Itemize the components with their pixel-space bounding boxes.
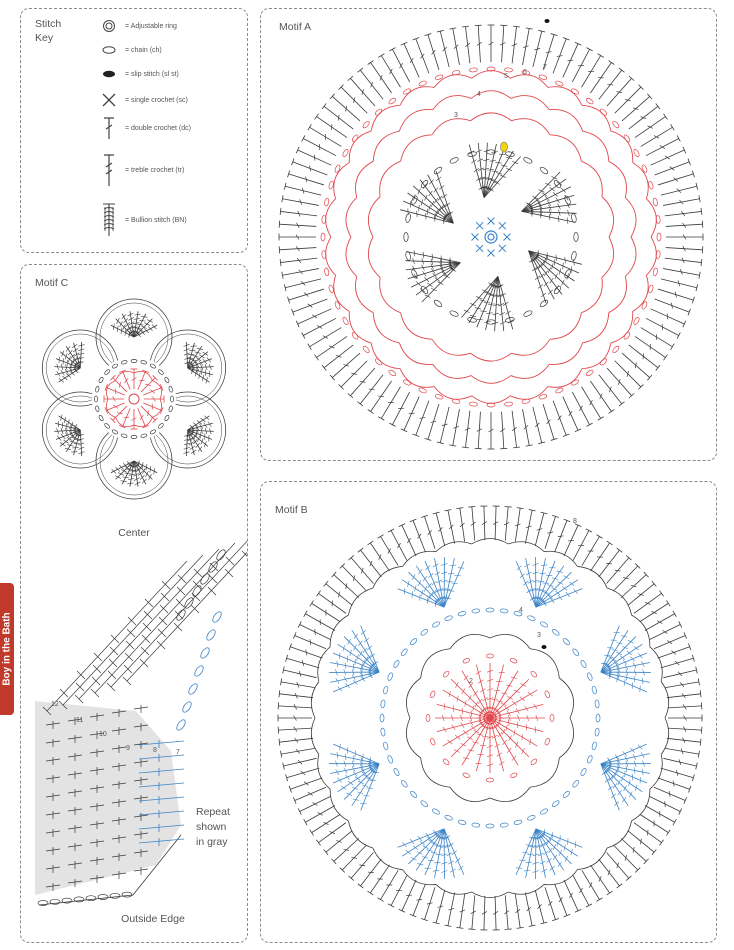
key-label-single-crochet: = single crochet (sc) bbox=[125, 96, 188, 104]
motif-a-title: Motif A bbox=[279, 21, 312, 33]
repeat-note-line2: shown bbox=[196, 821, 227, 833]
motif-a-outer-post-stitches bbox=[279, 25, 703, 449]
round-number: 10 bbox=[99, 731, 107, 738]
motif-c-petal-fan bbox=[183, 416, 213, 456]
key-label-bullion-stitch: = Bullion stitch (BN) bbox=[125, 216, 187, 224]
motif-b-slip-stitch bbox=[542, 645, 547, 649]
motif-a-red-chains bbox=[321, 67, 661, 407]
round-number: 8 bbox=[573, 518, 577, 525]
stitch-key-title-line1: Stitch bbox=[35, 18, 62, 30]
key-row-chain bbox=[99, 39, 162, 61]
double-crochet-icon bbox=[99, 117, 119, 139]
motif-c-edge-diagram bbox=[21, 535, 247, 935]
key-label-treble-crochet: = treble crochet (tr) bbox=[125, 166, 185, 174]
round-number: 4 bbox=[477, 91, 481, 98]
motif-c-center-diagram bbox=[21, 265, 247, 505]
motif-b-red-bullion-spoke bbox=[435, 703, 490, 732]
motif-b-blue-bullion-fan bbox=[398, 829, 464, 879]
treble-crochet-icon bbox=[99, 159, 119, 181]
motif-b-blue-bullion-fan bbox=[516, 557, 582, 607]
motif-c-petal-fan bbox=[111, 460, 157, 486]
motif-b-red-bullion-spoke bbox=[443, 671, 490, 718]
round-number: 3 bbox=[537, 632, 541, 639]
motif-b-panel bbox=[260, 481, 717, 943]
motif-a-red-loops-middle bbox=[346, 91, 636, 384]
book-side-tab-label: Boy in the Bath bbox=[1, 612, 13, 686]
motif-a-center-single-crochet bbox=[476, 245, 483, 252]
stitch-key-title bbox=[35, 17, 61, 45]
motif-a-diagram bbox=[261, 9, 716, 460]
motif-c-repeat-note bbox=[196, 805, 230, 850]
motif-b-blue-bullion-fan bbox=[329, 744, 379, 811]
adjustable-ring-icon bbox=[99, 15, 119, 37]
round-number: 7 bbox=[543, 64, 547, 71]
key-label-adjustable-ring: = Adjustable ring bbox=[125, 22, 177, 30]
motif-a-red-loops-outer bbox=[326, 71, 657, 404]
key-row-double-crochet bbox=[99, 117, 191, 139]
motif-c-petal-fan bbox=[54, 342, 84, 382]
motif-b-diagram bbox=[261, 482, 716, 942]
motif-c-petal-fan bbox=[111, 311, 157, 337]
motif-a-center-single-crochet bbox=[488, 218, 495, 225]
key-label-chain: = chain (ch) bbox=[125, 46, 162, 54]
stitch-key-panel bbox=[20, 8, 248, 253]
single-crochet-icon bbox=[99, 89, 119, 111]
motif-a-bullion-fan bbox=[529, 250, 582, 303]
motif-b-blue-bullion-fan bbox=[601, 744, 651, 810]
motif-c-panel bbox=[20, 264, 248, 943]
round-number: 3 bbox=[454, 112, 458, 119]
key-row-treble-crochet bbox=[99, 159, 184, 181]
motif-a-bullion-fan bbox=[400, 171, 453, 224]
motif-c-petal-fan bbox=[54, 415, 84, 456]
motif-b-red-bullion-spoke bbox=[490, 718, 537, 765]
motif-b-blue-bullion-fan bbox=[398, 557, 465, 607]
motif-b-red-bullion-spoke bbox=[490, 671, 537, 718]
motif-b-blue-bullion-fan bbox=[516, 829, 583, 879]
motif-a-center-ring-icon bbox=[485, 231, 497, 243]
round-number: 4 bbox=[519, 607, 523, 614]
motif-b-red-bullion-spoke bbox=[490, 704, 545, 733]
key-row-bullion-stitch bbox=[99, 209, 187, 231]
slip-stitch-icon bbox=[99, 63, 119, 85]
chain-icon bbox=[99, 39, 119, 61]
motif-b-blue-bullion-fan bbox=[601, 626, 651, 693]
round-number: 11 bbox=[76, 717, 84, 724]
motif-a-center-single-crochet bbox=[499, 245, 506, 252]
motif-b-red-bullion-spoke bbox=[475, 718, 504, 773]
motif-a-center-single-crochet bbox=[476, 222, 483, 229]
repeat-note-line1: Repeat bbox=[196, 806, 230, 818]
bullion-stitch-icon bbox=[99, 209, 119, 231]
motif-a-center-single-crochet bbox=[488, 250, 495, 257]
motif-a-center-single-crochet bbox=[499, 222, 506, 229]
key-row-adjustable-ring bbox=[99, 15, 177, 37]
motif-a-bullion-fan bbox=[405, 250, 460, 302]
motif-c-petal-fan bbox=[184, 342, 214, 383]
motif-a-yellow-marker bbox=[501, 142, 508, 152]
key-row-slip-stitch bbox=[99, 63, 179, 85]
motif-b-red-bullion-spoke bbox=[443, 718, 490, 765]
repeat-note-line3: in gray bbox=[196, 836, 228, 848]
motif-c-title: Motif C bbox=[35, 277, 69, 289]
round-number: 7 bbox=[176, 749, 180, 756]
round-number: 6 bbox=[523, 69, 527, 76]
motif-a-slip-stitch bbox=[545, 19, 550, 23]
motif-a-center-single-crochet bbox=[472, 234, 479, 241]
book-side-tab bbox=[0, 583, 14, 715]
round-number: 5 bbox=[504, 73, 508, 80]
round-number: 2 bbox=[469, 678, 473, 685]
key-row-single-crochet bbox=[99, 89, 188, 111]
motif-b-title: Motif B bbox=[275, 504, 308, 516]
round-number: 9 bbox=[126, 745, 130, 752]
motif-a-panel bbox=[260, 8, 717, 461]
round-number: 8 bbox=[153, 747, 157, 754]
motif-a-inner-chains bbox=[404, 150, 578, 324]
stitch-key-title-line2: Key bbox=[35, 32, 54, 44]
motif-a-bullion-fan bbox=[522, 172, 577, 224]
key-label-double-crochet: = double crochet (dc) bbox=[125, 124, 191, 132]
motif-b-blue-bullion-fan bbox=[329, 626, 379, 692]
motif-a-center-single-crochet bbox=[504, 234, 511, 241]
round-number: 12 bbox=[51, 701, 59, 708]
key-label-slip-stitch: = slip stitch (sl st) bbox=[125, 70, 179, 78]
motif-c-center-caption: Center bbox=[118, 527, 150, 539]
motif-c-edge-caption: Outside Edge bbox=[121, 913, 185, 925]
motif-b-red-bullion-spoke bbox=[476, 663, 505, 718]
